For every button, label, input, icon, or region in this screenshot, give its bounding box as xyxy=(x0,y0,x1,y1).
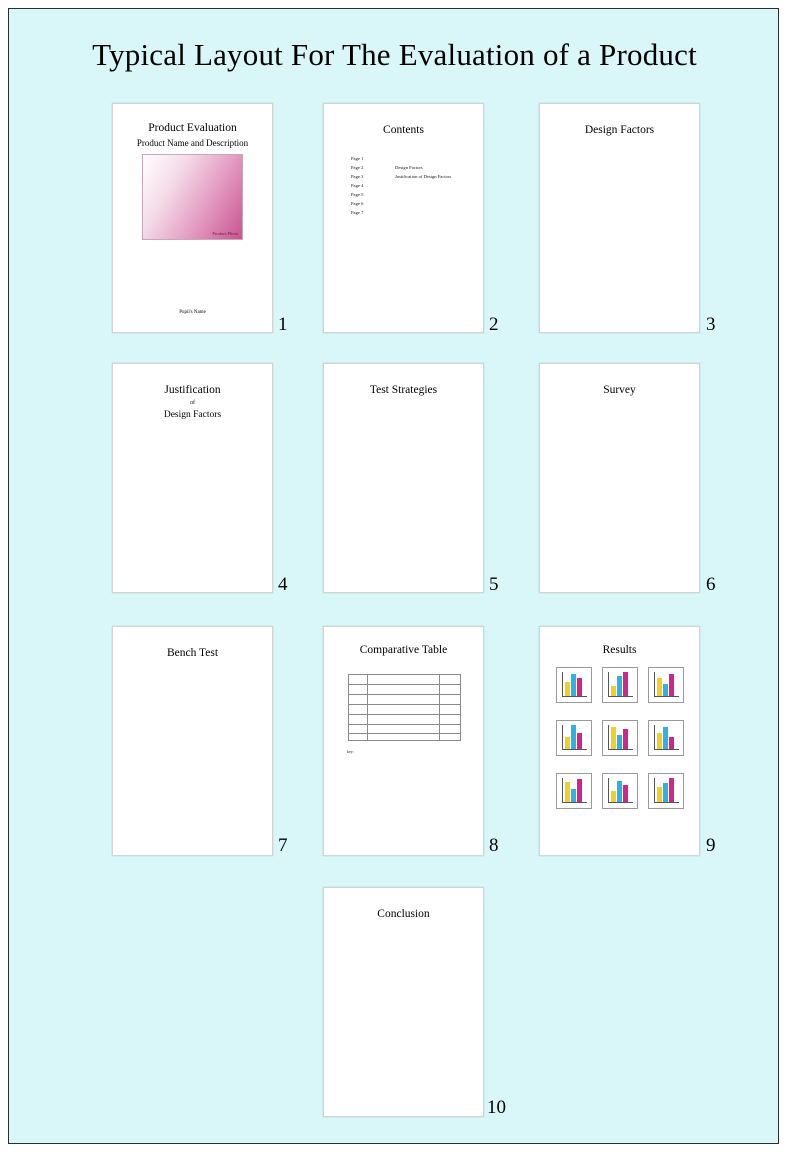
chart-y-axis xyxy=(562,725,563,750)
page-number-3: 3 xyxy=(706,314,716,335)
table-key-label: key: xyxy=(347,749,354,754)
page-number-8: 8 xyxy=(489,835,499,856)
chart-x-axis xyxy=(608,749,633,750)
results-chart xyxy=(648,720,684,756)
page-4-subtitle: Design Factors xyxy=(163,410,222,420)
chart-y-axis xyxy=(654,778,655,803)
page-3-title: Design Factors xyxy=(584,124,655,136)
page-4-title: Justification xyxy=(164,384,221,396)
chart-bar xyxy=(623,785,628,802)
page-number-5: 5 xyxy=(489,574,499,595)
pupil-name-label: Pupil's Name xyxy=(179,310,206,315)
page-8-title: Comparative Table xyxy=(359,644,448,656)
chart-bar xyxy=(571,674,576,696)
page-9-title: Results xyxy=(602,644,637,656)
table-row xyxy=(349,724,460,725)
chart-bar xyxy=(565,737,570,749)
chart-bar xyxy=(577,678,582,696)
results-chart xyxy=(556,667,592,703)
contents-page-number: Page 2 xyxy=(351,165,364,170)
chart-bar xyxy=(669,778,674,802)
contents-page-number: Page 5 xyxy=(351,192,364,197)
results-chart xyxy=(556,720,592,756)
product-photo-label: Product Photo xyxy=(212,231,238,236)
table-row xyxy=(349,694,460,695)
chart-y-axis xyxy=(654,725,655,750)
page-2-title: Contents xyxy=(383,124,424,136)
chart-bar xyxy=(577,779,582,802)
contents-page-number: Page 6 xyxy=(351,201,364,206)
chart-x-axis xyxy=(608,802,633,803)
chart-bar xyxy=(611,791,616,802)
page-5-title: Test Strategies xyxy=(369,384,438,396)
results-chart xyxy=(602,667,638,703)
contents-page-number: Page 3 xyxy=(351,174,364,179)
page-thumbnail-9[interactable] xyxy=(539,626,700,856)
chart-bar xyxy=(571,789,576,802)
chart-bar xyxy=(669,737,674,749)
chart-y-axis xyxy=(562,672,563,697)
table-row xyxy=(349,733,460,734)
comparative-table xyxy=(348,674,461,741)
page-thumbnail-7[interactable] xyxy=(112,626,273,856)
chart-bar xyxy=(657,733,662,749)
contents-page-number: Page 7 xyxy=(351,210,364,215)
poster-canvas xyxy=(8,8,779,1144)
chart-bar xyxy=(617,781,622,802)
chart-bar xyxy=(565,682,570,696)
chart-bar xyxy=(663,727,668,749)
chart-bar xyxy=(571,725,576,749)
contents-page-label: Design Factors xyxy=(395,165,423,170)
page-1-title: Product Evaluation xyxy=(148,122,237,134)
results-chart xyxy=(648,667,684,703)
table-column-divider xyxy=(367,675,368,740)
page-thumbnail-1[interactable] xyxy=(112,103,273,333)
chart-y-axis xyxy=(654,672,655,697)
table-row xyxy=(349,704,460,705)
chart-bar xyxy=(565,782,570,802)
table-row xyxy=(349,714,460,715)
chart-y-axis xyxy=(608,778,609,803)
chart-x-axis xyxy=(562,802,587,803)
page-number-4: 4 xyxy=(278,574,288,595)
results-chart xyxy=(556,773,592,809)
chart-bar xyxy=(669,674,674,696)
page-thumbnail-4[interactable] xyxy=(112,363,273,593)
contents-page-label: Justification of Design Factors xyxy=(395,174,452,179)
chart-bar xyxy=(657,678,662,696)
product-photo-placeholder xyxy=(142,154,243,240)
chart-y-axis xyxy=(562,778,563,803)
page-number-7: 7 xyxy=(278,835,288,856)
chart-bar xyxy=(623,729,628,749)
chart-bar xyxy=(657,787,662,802)
page-6-title: Survey xyxy=(603,384,636,396)
page-thumbnail-10[interactable] xyxy=(323,887,484,1117)
chart-bar xyxy=(617,735,622,749)
table-row xyxy=(349,684,460,685)
chart-bar xyxy=(617,676,622,696)
page-4-connector: of xyxy=(190,400,195,406)
page-number-9: 9 xyxy=(706,835,716,856)
page-number-10: 10 xyxy=(487,1097,506,1118)
page-title: Typical Layout For The Evaluation of a Product xyxy=(92,37,697,72)
chart-y-axis xyxy=(608,672,609,697)
page-1-subtitle: Product Name and Description xyxy=(136,138,249,148)
results-chart xyxy=(602,773,638,809)
chart-x-axis xyxy=(562,696,587,697)
page-number-2: 2 xyxy=(489,314,499,335)
chart-x-axis xyxy=(654,749,679,750)
chart-bar xyxy=(577,733,582,749)
chart-x-axis xyxy=(654,696,679,697)
page-number-1: 1 xyxy=(278,314,288,335)
table-column-divider xyxy=(439,675,440,740)
page-thumbnail-5[interactable] xyxy=(323,363,484,593)
chart-bar xyxy=(663,684,668,696)
page-7-title: Bench Test xyxy=(166,647,219,659)
chart-x-axis xyxy=(562,749,587,750)
page-thumbnail-3[interactable] xyxy=(539,103,700,333)
chart-bar xyxy=(611,727,616,749)
chart-bar xyxy=(623,672,628,696)
page-10-title: Conclusion xyxy=(377,908,430,920)
page-thumbnail-8[interactable] xyxy=(323,626,484,856)
chart-x-axis xyxy=(654,802,679,803)
contents-page-number: Page 1 xyxy=(351,156,364,161)
chart-x-axis xyxy=(608,696,633,697)
chart-bar xyxy=(611,686,616,696)
results-chart xyxy=(602,720,638,756)
contents-page-number: Page 4 xyxy=(351,183,364,188)
chart-y-axis xyxy=(608,725,609,750)
results-chart xyxy=(648,773,684,809)
page-thumbnail-2[interactable] xyxy=(323,103,484,333)
page-thumbnail-6[interactable] xyxy=(539,363,700,593)
page-number-6: 6 xyxy=(706,574,716,595)
chart-bar xyxy=(663,783,668,802)
